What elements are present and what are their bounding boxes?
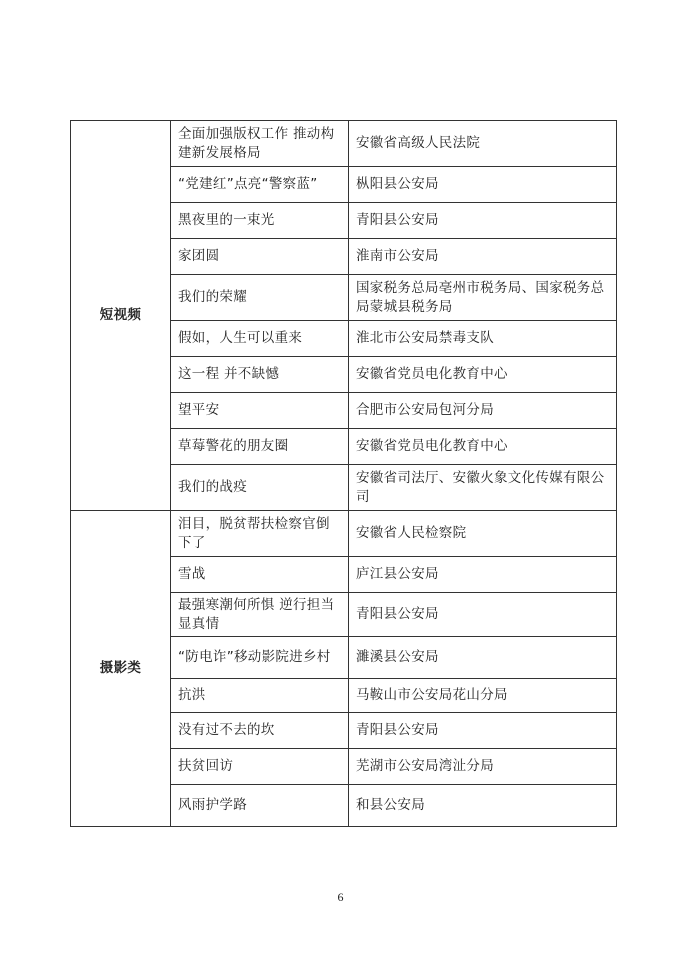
organization-cell: 枞阳县公安局 [349, 167, 617, 203]
organization-cell: 淮北市公安局禁毒支队 [349, 321, 617, 357]
work-title-cell: 全面加强版权工作 推动构建新发展格局 [171, 121, 349, 167]
work-title-cell: 家团圆 [171, 239, 349, 275]
work-title-cell: 我们的战疫 [171, 465, 349, 511]
work-title-cell: 扶贫回访 [171, 749, 349, 785]
organization-cell: 淮南市公安局 [349, 239, 617, 275]
organization-cell: 庐江县公安局 [349, 557, 617, 593]
organization-cell: 濉溪县公安局 [349, 637, 617, 679]
organization-cell: 青阳县公安局 [349, 713, 617, 749]
organization-cell: 合肥市公安局包河分局 [349, 393, 617, 429]
organization-cell: 安徽省党员电化教育中心 [349, 357, 617, 393]
organization-cell: 青阳县公安局 [349, 203, 617, 239]
table-row [71, 121, 617, 167]
work-title-cell: 最强寒潮何所惧 逆行担当显真情 [171, 593, 349, 637]
table-row [71, 511, 617, 557]
work-title-cell: 假如，人生可以重来 [171, 321, 349, 357]
work-title-cell: 泪目，脱贫帮扶检察官倒下了 [171, 511, 349, 557]
work-title-cell: 黑夜里的一束光 [171, 203, 349, 239]
table-body [71, 121, 617, 827]
organization-cell: 国家税务总局亳州市税务局、国家税务总局蒙城县税务局 [349, 275, 617, 321]
category-cell: 短视频 [71, 121, 171, 511]
organization-cell: 青阳县公安局 [349, 593, 617, 637]
organization-cell: 安徽省党员电化教育中心 [349, 429, 617, 465]
awards-table [70, 120, 617, 827]
organization-cell: 芜湖市公安局湾沚分局 [349, 749, 617, 785]
work-title-cell: 这一程 并不缺憾 [171, 357, 349, 393]
work-title-cell: 没有过不去的坎 [171, 713, 349, 749]
work-title-cell: 雪战 [171, 557, 349, 593]
work-title-cell: 我们的荣耀 [171, 275, 349, 321]
organization-cell: 安徽省高级人民法院 [349, 121, 617, 167]
work-title-cell: 草莓警花的朋友圈 [171, 429, 349, 465]
work-title-cell: 风雨护学路 [171, 785, 349, 827]
work-title-cell: 望平安 [171, 393, 349, 429]
work-title-cell: 抗洪 [171, 679, 349, 713]
organization-cell: 安徽省人民检察院 [349, 511, 617, 557]
organization-cell: 马鞍山市公安局花山分局 [349, 679, 617, 713]
page-number: 6 [337, 890, 344, 904]
organization-cell: 安徽省司法厅、安徽火象文化传媒有限公司 [349, 465, 617, 511]
category-cell: 摄影类 [71, 511, 171, 827]
organization-cell: 和县公安局 [349, 785, 617, 827]
work-title-cell: “党建红”点亮“警察蓝” [171, 167, 349, 203]
work-title-cell: “防电诈”移动影院进乡村 [171, 637, 349, 679]
